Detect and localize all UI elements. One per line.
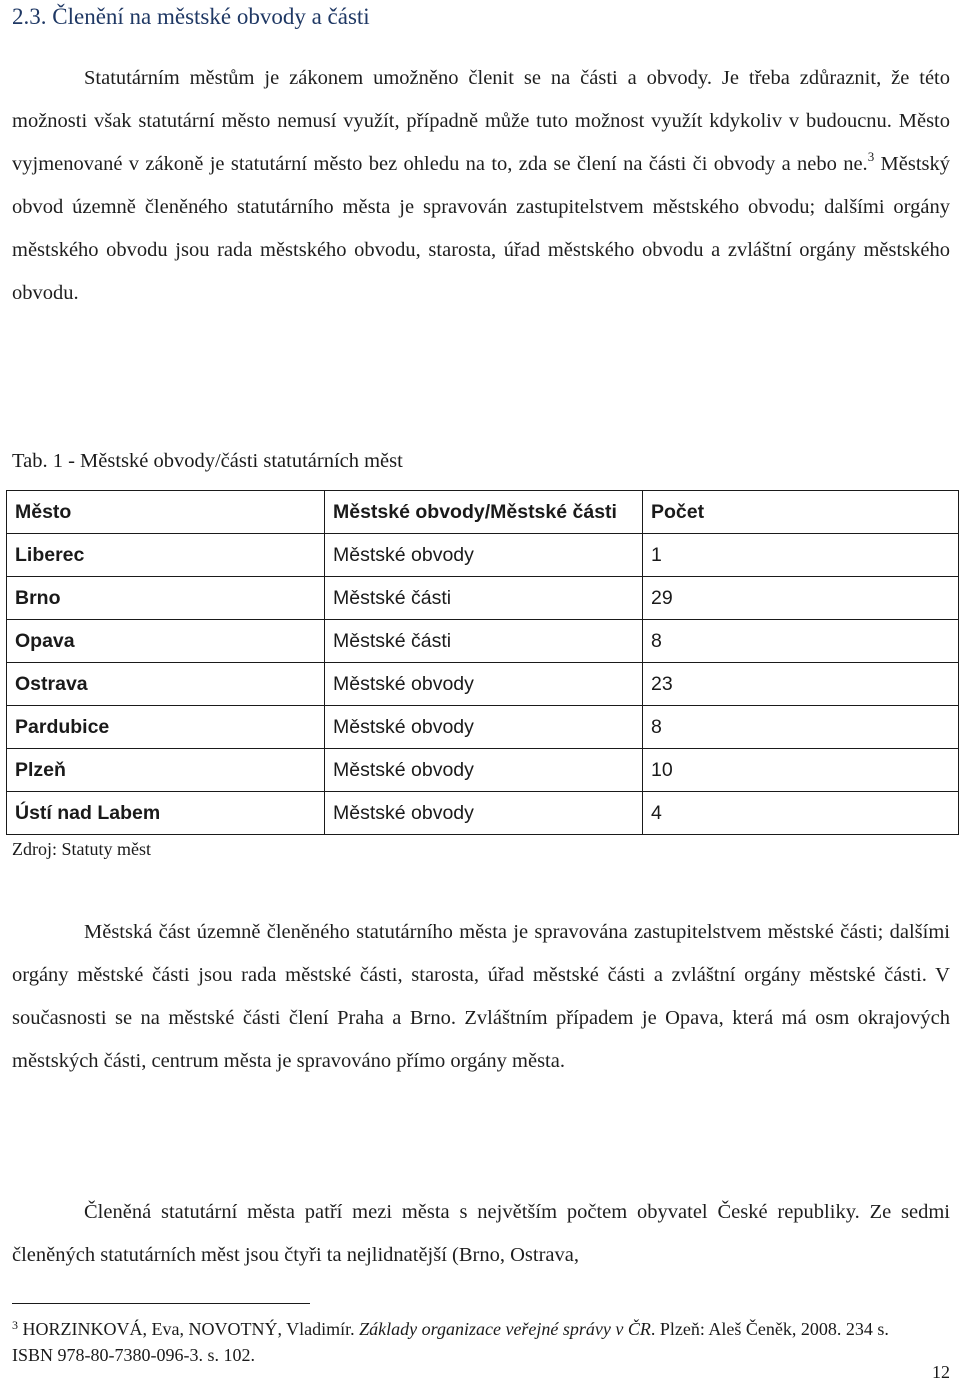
cell-city: Opava xyxy=(7,620,325,663)
header-count: Počet xyxy=(643,491,959,534)
footnote-reference[interactable]: 3 xyxy=(867,149,875,164)
cell-count: 23 xyxy=(643,663,959,706)
cell-type: Městské obvody xyxy=(325,792,643,835)
intro-text-continued: Městský obvod územně členěného statutárního města je spravován zastupitelstvem městského obvodu; dalšími orgány městského obvodu jsou rada městského obvodu, starosta, úřad městského obvodu a zvláštní orgány městského obvodu. xyxy=(12,153,950,304)
table-row xyxy=(7,749,959,792)
cell-city: Pardubice xyxy=(7,706,325,749)
cell-count: 1 xyxy=(643,534,959,577)
page-number: 12 xyxy=(932,1362,950,1382)
cell-type: Městské obvody xyxy=(325,663,643,706)
footnote xyxy=(12,1316,932,1368)
footnote-authors: HORZINKOVÁ, Eva, NOVOTNÝ, Vladimír. xyxy=(18,1319,360,1339)
table-row xyxy=(7,663,959,706)
cell-type: Městské obvody xyxy=(325,706,643,749)
cell-type: Městské obvody xyxy=(325,749,643,792)
footnote-separator xyxy=(12,1303,310,1304)
intro-text: Statutárním městům je zákonem umožněno členit se na části a obvody. Je třeba zdůraznit, že této možnosti však statutární město nemusí využít, případně může tuto možnost využít kdykoliv v budoucnu. Město vyjmenované v zákoně je statutární město bez ohledu na to, zda se člení na části či obvody a nebo ne. xyxy=(12,67,950,175)
cell-count: 10 xyxy=(643,749,959,792)
cell-city: Ostrava xyxy=(7,663,325,706)
footnote-title: Základy organizace veřejné správy v ČR xyxy=(359,1319,651,1339)
districts-table xyxy=(6,490,959,835)
header-type: Městské obvody/Městské části xyxy=(325,491,643,534)
footnote-number: 3 xyxy=(12,1318,18,1332)
cell-count: 8 xyxy=(643,706,959,749)
cell-city: Plzeň xyxy=(7,749,325,792)
table-caption: Tab. 1 - Městské obvody/části statutárních měst xyxy=(12,450,403,472)
table-row xyxy=(7,620,959,663)
cell-count: 29 xyxy=(643,577,959,620)
cell-type: Městské části xyxy=(325,577,643,620)
cell-city: Brno xyxy=(7,577,325,620)
intro-paragraph xyxy=(12,57,950,315)
body-paragraph-3: Členěná statutární města patří mezi města s největším počtem obyvatel České republiky. Ze sedmi členěných statutárních měst jsou čtyři ta nejlidnatější (Brno, Ostrava, xyxy=(12,1201,950,1266)
cell-type: Městské části xyxy=(325,620,643,663)
cell-count: 8 xyxy=(643,620,959,663)
table-header-row xyxy=(7,491,959,534)
table-source: Zdroj: Statuty měst xyxy=(12,839,151,859)
table-row xyxy=(7,706,959,749)
cell-count: 4 xyxy=(643,792,959,835)
cell-type: Městské obvody xyxy=(325,534,643,577)
table-row xyxy=(7,577,959,620)
body-paragraph-2: Městská část územně členěného statutárního města je spravována zastupitelstvem městské části; dalšími orgány městské části jsou rada městské části, starosta, úřad městské části a zvláštní orgány městské části. V současnosti se na městské části člení Praha a Brno. Zvláštním případem je Opava, která má osm okrajových městských části, centrum města je spravováno přímo orgány města. xyxy=(12,921,950,1072)
table-row xyxy=(7,792,959,835)
cell-city: Liberec xyxy=(7,534,325,577)
cell-city: Ústí nad Labem xyxy=(7,792,325,835)
section-heading: 2.3. Členění na městské obvody a části xyxy=(12,4,370,29)
footnote-details: . Plzeň: Aleš Čeněk, 2008. 234 s. ISBN 978-80-7380-096-3. s. 102. xyxy=(12,1319,889,1365)
header-city: Město xyxy=(7,491,325,534)
table-row xyxy=(7,534,959,577)
